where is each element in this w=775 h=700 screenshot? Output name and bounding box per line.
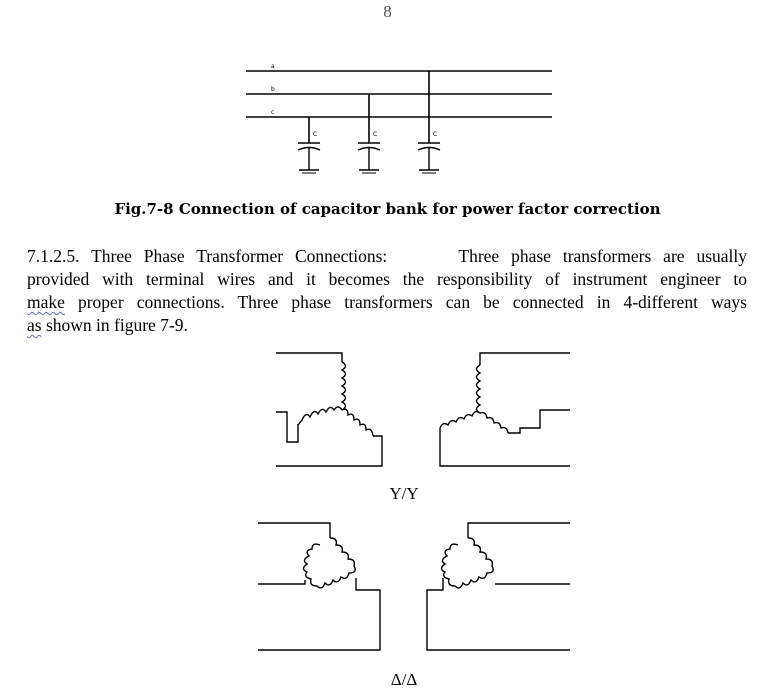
spellcheck-word-as: as: [27, 315, 42, 335]
dd-right-delta-coils: [442, 538, 494, 588]
paragraph-line-3-rest: proper connections. Three phase transformers can be connected in 4-different ways: [64, 292, 747, 312]
paragraph-line-3: [27, 291, 747, 314]
paragraph-line-1: [27, 245, 747, 268]
paragraph-line-2: provided with terminal wires and it becomes the responsibility of instrument engineer to: [27, 269, 747, 289]
yy-right-coil-right: [480, 413, 508, 433]
capacitor-2: [358, 143, 380, 173]
yy-right-coil-vertical: [477, 365, 481, 413]
capacitor-label-1: C: [313, 131, 318, 138]
section-paragraph: [27, 245, 747, 337]
bus-label-c: c: [271, 109, 275, 116]
figure-caption: Fig.7-8 Connection of capacitor bank for power factor correction: [114, 200, 661, 218]
figure-label-delta-delta: Δ/Δ: [390, 670, 418, 689]
bus-label-b: b: [271, 86, 275, 93]
bus-label-a: a: [271, 63, 275, 70]
yy-left-coil-left: [298, 407, 342, 425]
dd-transformer-diagram: [258, 523, 570, 650]
capacitor-1: [298, 143, 320, 173]
yy-left-coil-right: [342, 409, 373, 436]
yy-left-coil-vertical: [342, 362, 346, 410]
paragraph-line-4-rest: shown in figure 7-9.: [41, 315, 188, 335]
capacitor-label-2: C: [373, 131, 378, 138]
spellcheck-word-make: make: [27, 292, 65, 312]
capacitor-3: [418, 143, 440, 173]
figure-label-yy: Y/Y: [389, 484, 419, 503]
capacitor-label-3: C: [433, 131, 438, 138]
page-number: 8: [383, 2, 392, 21]
yy-right-coil-left: [440, 412, 480, 428]
section-heading: 7.1.2.5. Three Phase Transformer Connections:: [27, 246, 388, 266]
yy-transformer-diagram: [276, 353, 570, 466]
dd-left-delta-coils: [304, 538, 356, 588]
paragraph-line-4: [27, 314, 747, 337]
paragraph-line-1-rest: Three phase transformers are usually: [458, 246, 747, 266]
